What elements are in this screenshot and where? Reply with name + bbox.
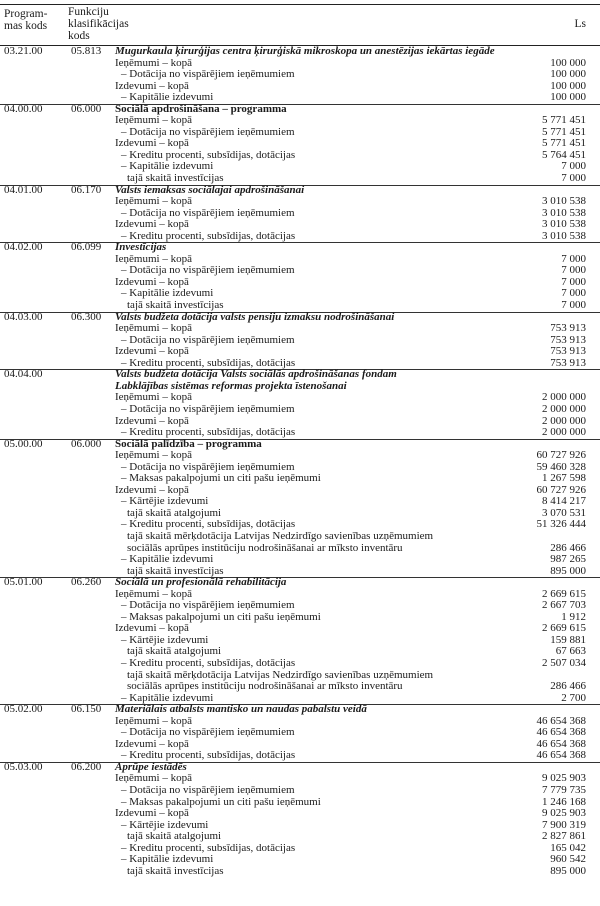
row-label: – Dotācija no vispārējiem ieņēmumiem [121,726,295,739]
table-row [0,831,600,843]
row-label: – Dotācija no vispārējiem ieņēmumiem [121,125,295,138]
row-amount: 753 913 [550,333,586,346]
table-row [0,323,600,335]
row-amount: 2 000 000 [542,426,586,439]
section-title-row [0,762,600,774]
row-amount: 100 000 [550,68,586,81]
row-amount: 100 000 [550,79,586,92]
row-label: tajā skaitā investīcijas [127,299,224,312]
row-label: Izdevumi – kopā [115,218,189,231]
section-title: Mugurkaula ķirurģijas centra ķirurģiskā mikroskopa un anestēzijas iekārtas iegāde [115,45,495,57]
row-label: – Kreditu procenti, subsīdijas, dotācijas [121,229,296,242]
row-amount: 3 010 538 [542,229,586,242]
table-row [0,820,600,832]
row-label: tajā skaitā atalgojumi [127,506,222,519]
table-row [0,612,600,624]
row-amount: 60 727 926 [536,483,586,496]
row-label: Ieņēmumi – kopā [115,322,192,335]
section-title: Materiālais atbalsts mantisko un naudas pabalstu veidā [115,703,367,716]
row-label: Ieņēmumi – kopā [115,772,192,785]
table-row [0,196,600,208]
table-row [0,69,600,81]
row-amount: 2 507 034 [542,656,586,669]
row-amount: 46 654 368 [536,737,586,750]
table-row [0,277,600,289]
table-row [0,115,600,127]
row-amount: 7 000 [561,287,586,300]
function-code: 06.170 [71,183,102,196]
row-label: tajā skaitā atalgojumi [127,645,222,658]
table-row [0,450,600,462]
header-currency: Ls [574,18,586,30]
table-row [0,485,600,497]
row-amount: 895 000 [550,864,586,877]
row-label: tajā skaitā atalgojumi [127,830,222,843]
header-function-code: Funkciju klasifikācijas kods [68,6,129,42]
table-row [0,392,600,404]
section-title-row [0,242,600,254]
table-row [0,646,600,658]
row-label: – Dotācija no vispārējiem ieņēmumiem [121,599,295,612]
row-label: Ieņēmumi – kopā [115,587,192,600]
row-amount: 59 460 328 [536,460,586,473]
table-row [0,150,600,162]
table-row [0,785,600,797]
row-amount: 286 466 [550,680,586,693]
row-amount: 46 654 368 [536,714,586,727]
row-label: Izdevumi – kopā [115,414,189,427]
row-label: – Kreditu procenti, subsīdijas, dotācijas [121,518,296,531]
row-label: – Kreditu procenti, subsīdijas, dotācijas [121,749,296,762]
function-code: 06.300 [71,310,102,323]
row-amount: 51 326 444 [536,518,586,531]
row-amount: 7 000 [561,299,586,312]
row-label: – Kapitālie izdevumi [121,853,214,866]
row-label: tajā skaitā mērķdotācija Latvijas Nedzirdīgo savienības uzņēmumiem [127,529,434,542]
row-label: Izdevumi – kopā [115,807,189,820]
table-row [0,288,600,300]
row-label: tajā skaitā investīcijas [127,864,224,877]
row-label: – Maksas pakalpojumi un citi pašu ieņēmumi [121,795,321,808]
section-title-row [0,704,600,716]
row-label: Izdevumi – kopā [115,345,189,358]
table-row [0,127,600,139]
row-label: Izdevumi – kopā [115,137,189,150]
row-amount: 1 267 598 [542,472,586,485]
program-code: 04.02.00 [4,241,43,254]
row-amount: 7 000 [561,264,586,277]
section-title: Labklājības sistēmas reformas projekta īstenošanai [115,379,347,392]
table-row [0,427,600,439]
row-amount: 165 042 [550,841,586,854]
table-row [0,716,600,728]
program-code: 04.00.00 [4,102,43,115]
row-label: Izdevumi – kopā [115,79,189,92]
table-row [0,854,600,866]
row-amount: 60 727 926 [536,449,586,462]
row-amount: 753 913 [550,322,586,335]
row-amount: 2 827 861 [542,830,586,843]
table-row [0,58,600,70]
row-amount: 2 000 000 [542,402,586,415]
row-label: – Dotācija no vispārējiem ieņēmumiem [121,333,295,346]
table-row [0,727,600,739]
row-label: – Kreditu procenti, subsīdijas, dotācijas [121,841,296,854]
row-amount: 895 000 [550,564,586,577]
row-label: tajā skaitā investīcijas [127,564,224,577]
section-title: Valsts budžeta dotācija Valsts sociālās apdrošināšanas fondam [115,368,397,381]
table-row [0,681,600,693]
row-label: Izdevumi – kopā [115,483,189,496]
row-label: Ieņēmumi – kopā [115,56,192,69]
section-title-row [0,577,600,589]
row-label: Ieņēmumi – kopā [115,714,192,727]
row-label: – Kapitālie izdevumi [121,91,214,104]
row-label: Ieņēmumi – kopā [115,252,192,265]
program-code: 04.03.00 [4,310,43,323]
table-row [0,219,600,231]
section-title: Sociālā un profesionālā rehabilitācija [115,576,287,589]
table-row [0,808,600,820]
row-amount: 2 667 703 [542,599,586,612]
function-code: 06.150 [71,703,102,716]
row-amount: 286 466 [550,541,586,554]
row-label: Izdevumi – kopā [115,275,189,288]
table-row [0,554,600,566]
row-amount: 3 010 538 [542,206,586,219]
table-row [0,92,600,104]
row-amount: 3 010 538 [542,218,586,231]
section-title: Sociālā palīdzība – programma [115,437,262,450]
row-label: Ieņēmumi – kopā [115,195,192,208]
row-label: – Dotācija no vispārējiem ieņēmumiem [121,402,295,415]
section-title-row [0,439,600,451]
row-amount: 8 414 217 [542,495,586,508]
table-row [0,623,600,635]
table-row [0,254,600,266]
function-code: 06.099 [71,241,102,254]
table-row [0,543,600,555]
budget-table-body [0,46,600,877]
section-title-row [0,381,600,393]
row-amount: 46 654 368 [536,749,586,762]
row-label: – Dotācija no vispārējiem ieņēmumiem [121,206,295,219]
section-title-row [0,46,600,58]
row-label: sociālās aprūpes institūciju nodrošināšanai ar mīksto inventāru [127,541,403,554]
table-row [0,739,600,751]
table-row [0,335,600,347]
row-label: sociālās aprūpes institūciju nodrošināšanai ar mīksto inventāru [127,680,403,693]
row-amount: 2 700 [561,691,586,704]
table-row [0,265,600,277]
row-label: Ieņēmumi – kopā [115,449,192,462]
row-label: tajā skaitā investīcijas [127,172,224,185]
function-code: 05.813 [71,45,102,57]
row-label: – Dotācija no vispārējiem ieņēmumiem [121,68,295,81]
row-amount: 7 900 319 [542,818,586,831]
row-amount: 753 913 [550,345,586,358]
program-code: 05.00.00 [4,437,43,450]
table-row [0,635,600,647]
row-label: – Kapitālie izdevumi [121,160,214,173]
section-title: Sociālā apdrošināšana – programma [115,102,287,115]
row-label: – Dotācija no vispārējiem ieņēmumiem [121,784,295,796]
table-row [0,473,600,485]
row-amount: 9 025 903 [542,772,586,785]
row-label: – Kārtējie izdevumi [121,495,209,508]
row-label: – Dotācija no vispārējiem ieņēmumiem [121,460,295,473]
row-amount: 987 265 [550,553,586,566]
table-row [0,773,600,785]
program-code: 04.01.00 [4,183,43,196]
row-label: – Kapitālie izdevumi [121,691,214,704]
program-code: 03.21.00 [4,45,43,57]
row-amount: 5 764 451 [542,148,586,161]
row-label: Izdevumi – kopā [115,737,189,750]
row-amount: 9 025 903 [542,807,586,820]
table-row [0,496,600,508]
row-amount: 960 542 [550,853,586,866]
section-title-row [0,312,600,324]
row-amount: 5 771 451 [542,114,586,127]
program-code: 05.02.00 [4,703,43,716]
row-label: – Maksas pakalpojumi un citi pašu ieņēmumi [121,472,321,485]
row-label: – Kreditu procenti, subsīdijas, dotācijas [121,426,296,439]
row-label: Izdevumi – kopā [115,622,189,635]
row-amount: 67 663 [555,645,586,658]
function-code: 06.260 [71,576,102,589]
row-label: – Kreditu procenti, subsīdijas, dotācijas [121,356,296,369]
row-label: – Kārtējie izdevumi [121,633,209,646]
section-title-row [0,185,600,197]
program-code: 05.01.00 [4,576,43,589]
row-label: – Dotācija no vispārējiem ieņēmumiem [121,264,295,277]
row-amount: 2 669 615 [542,622,586,635]
row-amount: 3 010 538 [542,195,586,208]
table-header [0,4,600,46]
row-label: tajā skaitā mērķdotācija Latvijas Nedzirdīgo savienības uzņēmumiem [127,668,434,681]
row-amount: 7 000 [561,160,586,173]
table-row [0,300,600,312]
row-amount: 7 000 [561,252,586,265]
row-amount: 7 779 735 [542,784,586,796]
row-amount: 2 000 000 [542,414,586,427]
table-row [0,589,600,601]
table-row [0,346,600,358]
header-program-code: Program- mas kods [4,8,48,32]
table-row [0,161,600,173]
function-code: 06.000 [71,437,102,450]
section-title: Valsts budžeta dotācija valsts pensiju izmaksu nodrošināšanai [115,310,395,323]
table-row [0,173,600,185]
row-amount: 3 070 531 [542,506,586,519]
table-row [0,843,600,855]
row-amount: 1 246 168 [542,795,586,808]
table-row [0,416,600,428]
program-code: 05.03.00 [4,760,43,773]
row-amount: 5 771 451 [542,137,586,150]
function-code: 06.200 [71,760,102,773]
section-title: Investīcijas [115,241,167,254]
row-amount: 1 912 [561,610,586,623]
row-amount: 46 654 368 [536,726,586,739]
function-code: 06.000 [71,102,102,115]
row-amount: 100 000 [550,91,586,104]
row-label: Ieņēmumi – kopā [115,114,192,127]
row-label: – Kreditu procenti, subsīdijas, dotācijas [121,656,296,669]
row-amount: 753 913 [550,356,586,369]
section-title: Aprūpe iestādēs [115,760,187,773]
program-code: 04.04.00 [4,368,43,381]
table-row [0,138,600,150]
row-amount: 7 000 [561,172,586,185]
table-row [0,404,600,416]
table-row [0,531,600,543]
row-label: Ieņēmumi – kopā [115,391,192,404]
row-label: – Kārtējie izdevumi [121,818,209,831]
row-amount: 2 669 615 [542,587,586,600]
section-title: Valsts iemaksas sociālajai apdrošināšanai [115,183,305,196]
table-row [0,81,600,93]
section-title-row [0,104,600,116]
row-amount: 100 000 [550,56,586,69]
row-amount: 5 771 451 [542,125,586,138]
row-label: – Kapitālie izdevumi [121,553,214,566]
row-label: – Kreditu procenti, subsīdijas, dotācijas [121,148,296,161]
row-amount: 7 000 [561,275,586,288]
row-amount: 159 881 [550,633,586,646]
table-row [0,208,600,220]
row-label: – Kapitālie izdevumi [121,287,214,300]
row-label: – Maksas pakalpojumi un citi pašu ieņēmumi [121,610,321,623]
row-amount: 2 000 000 [542,391,586,404]
table-row [0,508,600,520]
table-row [0,658,600,670]
table-row [0,866,600,878]
table-row [0,797,600,809]
